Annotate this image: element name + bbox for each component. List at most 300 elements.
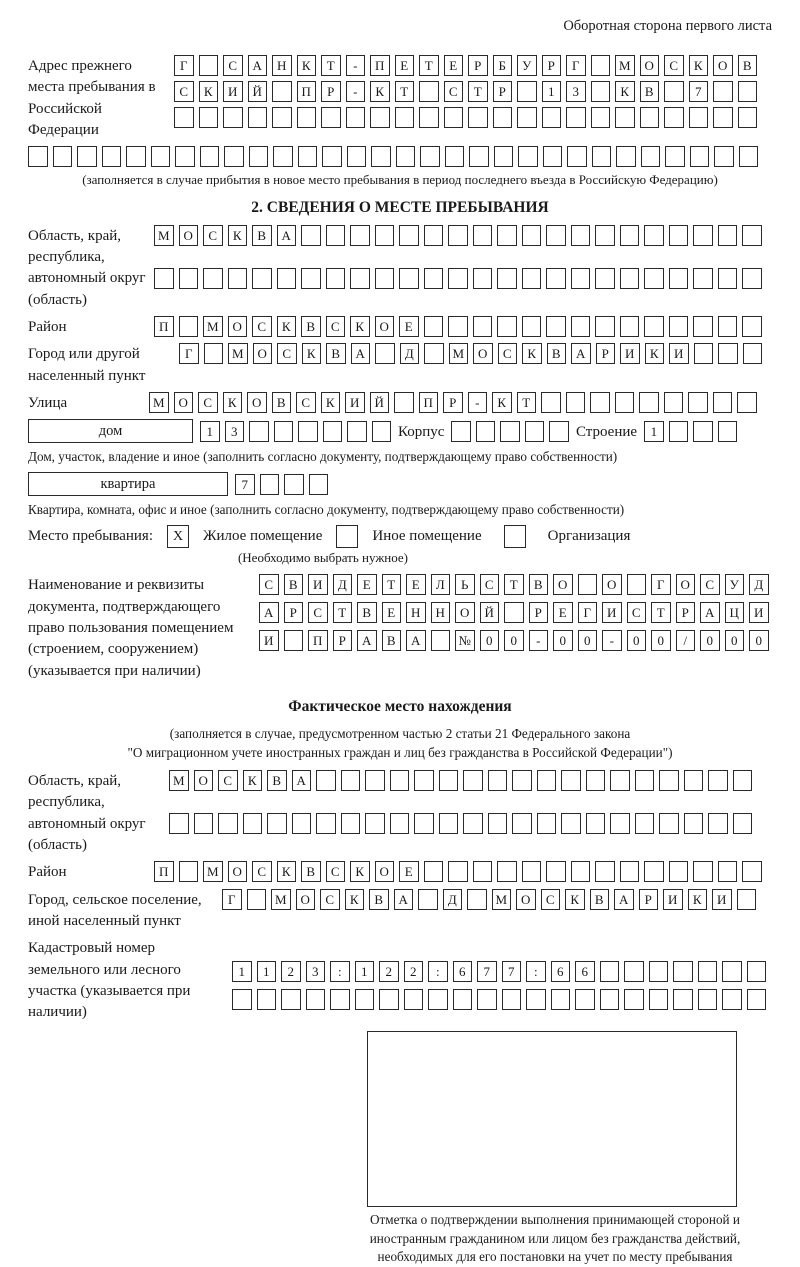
char-cell[interactable]: Н xyxy=(431,602,451,623)
apartment-type-box[interactable]: квартира xyxy=(28,472,228,496)
char-cell[interactable]: К xyxy=(522,343,542,364)
char-cell[interactable] xyxy=(526,989,546,1010)
char-cell[interactable] xyxy=(448,316,468,337)
char-cell[interactable]: Л xyxy=(431,574,451,595)
char-cell[interactable] xyxy=(595,268,615,289)
char-cell[interactable] xyxy=(635,770,655,791)
char-cell[interactable]: В xyxy=(547,343,567,364)
char-cell[interactable]: 2 xyxy=(379,961,399,982)
char-cell[interactable] xyxy=(355,989,375,1010)
char-cell[interactable] xyxy=(301,225,321,246)
char-cell[interactable] xyxy=(522,316,542,337)
char-cell[interactable] xyxy=(341,770,361,791)
char-cell[interactable] xyxy=(102,146,122,167)
char-cell[interactable] xyxy=(620,316,640,337)
char-cell[interactable]: Г xyxy=(566,55,586,76)
char-cell[interactable]: 0 xyxy=(651,630,671,651)
char-cell[interactable]: В xyxy=(301,861,321,882)
char-cell[interactable] xyxy=(688,392,708,413)
char-cell[interactable]: А xyxy=(248,55,268,76)
char-cell[interactable] xyxy=(591,55,611,76)
char-cell[interactable]: К xyxy=(199,81,219,102)
char-cell[interactable]: 0 xyxy=(749,630,769,651)
char-cell[interactable] xyxy=(522,861,542,882)
char-cell[interactable] xyxy=(414,813,434,834)
char-cell[interactable] xyxy=(247,889,267,910)
char-cell[interactable]: К xyxy=(645,343,665,364)
char-cell[interactable]: 0 xyxy=(504,630,524,651)
char-cell[interactable] xyxy=(322,146,342,167)
char-cell[interactable]: Р xyxy=(321,81,341,102)
char-cell[interactable] xyxy=(640,107,660,128)
char-cell[interactable]: Р xyxy=(529,602,549,623)
char-cell[interactable] xyxy=(306,989,326,1010)
char-cell[interactable]: К xyxy=(350,316,370,337)
char-cell[interactable] xyxy=(624,989,644,1010)
char-cell[interactable] xyxy=(365,770,385,791)
char-cell[interactable]: О xyxy=(375,861,395,882)
char-cell[interactable] xyxy=(396,146,416,167)
char-cell[interactable]: № xyxy=(455,630,475,651)
char-cell[interactable] xyxy=(448,861,468,882)
cadastral-row-1[interactable] xyxy=(232,961,766,982)
char-cell[interactable]: Р xyxy=(493,81,513,102)
char-cell[interactable]: А xyxy=(292,770,312,791)
char-cell[interactable] xyxy=(469,146,489,167)
char-cell[interactable]: 1 xyxy=(200,421,220,442)
char-cell[interactable] xyxy=(566,107,586,128)
char-cell[interactable]: И xyxy=(663,889,683,910)
char-cell[interactable] xyxy=(591,107,611,128)
char-cell[interactable] xyxy=(615,107,635,128)
document-row-1[interactable] xyxy=(259,574,769,595)
char-cell[interactable] xyxy=(595,225,615,246)
char-cell[interactable]: Й xyxy=(248,81,268,102)
char-cell[interactable] xyxy=(571,225,591,246)
fact-city-row[interactable] xyxy=(222,889,756,910)
char-cell[interactable]: М xyxy=(203,861,223,882)
char-cell[interactable] xyxy=(494,146,514,167)
char-cell[interactable] xyxy=(664,81,684,102)
char-cell[interactable]: М xyxy=(149,392,169,413)
char-cell[interactable] xyxy=(497,316,517,337)
char-cell[interactable] xyxy=(620,268,640,289)
char-cell[interactable]: О xyxy=(516,889,536,910)
char-cell[interactable] xyxy=(546,225,566,246)
char-cell[interactable] xyxy=(379,989,399,1010)
char-cell[interactable] xyxy=(659,813,679,834)
char-cell[interactable] xyxy=(586,770,606,791)
char-cell[interactable] xyxy=(590,392,610,413)
char-cell[interactable] xyxy=(316,813,336,834)
char-cell[interactable]: С xyxy=(252,861,272,882)
char-cell[interactable] xyxy=(738,81,758,102)
char-cell[interactable] xyxy=(693,421,713,442)
char-cell[interactable] xyxy=(497,268,517,289)
char-cell[interactable]: В xyxy=(590,889,610,910)
cadastral-row-2[interactable] xyxy=(232,989,766,1010)
char-cell[interactable] xyxy=(488,813,508,834)
checkbox-zhiloe[interactable]: X xyxy=(167,525,189,548)
char-cell[interactable]: С xyxy=(308,602,328,623)
char-cell[interactable] xyxy=(448,225,468,246)
char-cell[interactable] xyxy=(522,268,542,289)
char-cell[interactable]: Е xyxy=(444,55,464,76)
char-cell[interactable] xyxy=(175,146,195,167)
char-cell[interactable] xyxy=(390,770,410,791)
char-cell[interactable]: О xyxy=(473,343,493,364)
char-cell[interactable] xyxy=(477,989,497,1010)
char-cell[interactable] xyxy=(571,861,591,882)
char-cell[interactable]: О xyxy=(553,574,573,595)
char-cell[interactable] xyxy=(586,813,606,834)
char-cell[interactable] xyxy=(199,55,219,76)
char-cell[interactable]: К xyxy=(277,861,297,882)
char-cell[interactable] xyxy=(394,392,414,413)
raion-row[interactable] xyxy=(154,316,762,337)
char-cell[interactable]: В xyxy=(301,316,321,337)
char-cell[interactable]: - xyxy=(468,392,488,413)
char-cell[interactable] xyxy=(424,268,444,289)
char-cell[interactable] xyxy=(404,989,424,1010)
char-cell[interactable] xyxy=(179,316,199,337)
char-cell[interactable]: В xyxy=(272,392,292,413)
char-cell[interactable] xyxy=(28,146,48,167)
char-cell[interactable] xyxy=(708,813,728,834)
char-cell[interactable] xyxy=(517,81,537,102)
char-cell[interactable]: 3 xyxy=(225,421,245,442)
fact-raion-row[interactable] xyxy=(154,861,762,882)
char-cell[interactable]: О xyxy=(247,392,267,413)
char-cell[interactable] xyxy=(347,146,367,167)
char-cell[interactable] xyxy=(665,146,685,167)
char-cell[interactable] xyxy=(151,146,171,167)
char-cell[interactable] xyxy=(424,225,444,246)
char-cell[interactable] xyxy=(718,268,738,289)
char-cell[interactable]: 7 xyxy=(477,961,497,982)
char-cell[interactable]: Г xyxy=(174,55,194,76)
char-cell[interactable] xyxy=(365,813,385,834)
char-cell[interactable]: С xyxy=(326,316,346,337)
char-cell[interactable] xyxy=(419,107,439,128)
char-cell[interactable] xyxy=(292,813,312,834)
char-cell[interactable]: М xyxy=(203,316,223,337)
char-cell[interactable] xyxy=(281,989,301,1010)
char-cell[interactable] xyxy=(669,268,689,289)
char-cell[interactable] xyxy=(537,770,557,791)
char-cell[interactable] xyxy=(218,813,238,834)
char-cell[interactable]: К xyxy=(492,392,512,413)
document-row-2[interactable] xyxy=(259,602,769,623)
char-cell[interactable] xyxy=(693,225,713,246)
char-cell[interactable] xyxy=(154,268,174,289)
char-cell[interactable]: Т xyxy=(333,602,353,623)
char-cell[interactable] xyxy=(243,813,263,834)
char-cell[interactable]: А xyxy=(357,630,377,651)
char-cell[interactable] xyxy=(473,316,493,337)
char-cell[interactable]: И xyxy=(308,574,328,595)
char-cell[interactable]: М xyxy=(169,770,189,791)
char-cell[interactable]: Т xyxy=(504,574,524,595)
char-cell[interactable] xyxy=(747,961,767,982)
char-cell[interactable]: С xyxy=(198,392,218,413)
char-cell[interactable] xyxy=(517,107,537,128)
char-cell[interactable]: О xyxy=(375,316,395,337)
char-cell[interactable] xyxy=(733,813,753,834)
char-cell[interactable]: - xyxy=(529,630,549,651)
char-cell[interactable] xyxy=(497,861,517,882)
char-cell[interactable]: А xyxy=(571,343,591,364)
char-cell[interactable] xyxy=(375,268,395,289)
char-cell[interactable] xyxy=(644,316,664,337)
char-cell[interactable]: С xyxy=(252,316,272,337)
char-cell[interactable]: 1 xyxy=(542,81,562,102)
char-cell[interactable] xyxy=(228,268,248,289)
oblast-row-2[interactable] xyxy=(154,268,762,289)
char-cell[interactable]: Т xyxy=(395,81,415,102)
char-cell[interactable]: Т xyxy=(468,81,488,102)
char-cell[interactable]: Е xyxy=(406,574,426,595)
char-cell[interactable]: М xyxy=(449,343,469,364)
char-cell[interactable]: Р xyxy=(468,55,488,76)
char-cell[interactable]: И xyxy=(712,889,732,910)
char-cell[interactable]: К xyxy=(243,770,263,791)
char-cell[interactable]: О xyxy=(676,574,696,595)
char-cell[interactable] xyxy=(445,146,465,167)
char-cell[interactable]: 0 xyxy=(480,630,500,651)
char-cell[interactable] xyxy=(722,961,742,982)
char-cell[interactable]: Е xyxy=(399,316,419,337)
char-cell[interactable]: Е xyxy=(382,602,402,623)
char-cell[interactable] xyxy=(476,421,496,442)
char-cell[interactable] xyxy=(301,268,321,289)
oblast-row-1[interactable] xyxy=(154,225,762,246)
char-cell[interactable] xyxy=(473,225,493,246)
char-cell[interactable] xyxy=(733,770,753,791)
char-cell[interactable] xyxy=(418,889,438,910)
prev-address-row-4[interactable] xyxy=(28,146,772,167)
char-cell[interactable]: В xyxy=(738,55,758,76)
char-cell[interactable]: И xyxy=(259,630,279,651)
house-number-cells[interactable] xyxy=(200,421,391,442)
char-cell[interactable] xyxy=(504,602,524,623)
char-cell[interactable]: М xyxy=(228,343,248,364)
char-cell[interactable]: А xyxy=(406,630,426,651)
char-cell[interactable] xyxy=(742,861,762,882)
char-cell[interactable]: Р xyxy=(443,392,463,413)
street-row[interactable] xyxy=(149,392,757,413)
char-cell[interactable] xyxy=(431,630,451,651)
char-cell[interactable]: 0 xyxy=(553,630,573,651)
char-cell[interactable]: 7 xyxy=(235,474,255,495)
char-cell[interactable] xyxy=(232,989,252,1010)
char-cell[interactable]: С xyxy=(320,889,340,910)
char-cell[interactable]: : xyxy=(526,961,546,982)
char-cell[interactable] xyxy=(53,146,73,167)
char-cell[interactable] xyxy=(463,813,483,834)
char-cell[interactable]: Т xyxy=(321,55,341,76)
char-cell[interactable]: 6 xyxy=(453,961,473,982)
char-cell[interactable]: / xyxy=(676,630,696,651)
char-cell[interactable] xyxy=(371,146,391,167)
char-cell[interactable]: 0 xyxy=(700,630,720,651)
char-cell[interactable]: 1 xyxy=(355,961,375,982)
char-cell[interactable]: В xyxy=(252,225,272,246)
char-cell[interactable] xyxy=(321,107,341,128)
char-cell[interactable] xyxy=(274,421,294,442)
char-cell[interactable] xyxy=(326,268,346,289)
char-cell[interactable]: Е xyxy=(399,861,419,882)
char-cell[interactable]: К xyxy=(615,81,635,102)
char-cell[interactable] xyxy=(664,392,684,413)
char-cell[interactable] xyxy=(713,107,733,128)
char-cell[interactable]: К xyxy=(302,343,322,364)
char-cell[interactable] xyxy=(512,770,532,791)
char-cell[interactable]: Ц xyxy=(725,602,745,623)
char-cell[interactable]: С xyxy=(259,574,279,595)
char-cell[interactable]: С xyxy=(218,770,238,791)
char-cell[interactable]: Т xyxy=(382,574,402,595)
char-cell[interactable]: А xyxy=(259,602,279,623)
city-row[interactable] xyxy=(179,343,762,364)
char-cell[interactable]: С xyxy=(203,225,223,246)
char-cell[interactable]: А xyxy=(351,343,371,364)
char-cell[interactable] xyxy=(463,770,483,791)
char-cell[interactable]: В xyxy=(357,602,377,623)
char-cell[interactable]: 3 xyxy=(306,961,326,982)
char-cell[interactable] xyxy=(708,770,728,791)
char-cell[interactable] xyxy=(451,421,471,442)
char-cell[interactable] xyxy=(420,146,440,167)
char-cell[interactable]: Р xyxy=(284,602,304,623)
char-cell[interactable] xyxy=(610,770,630,791)
char-cell[interactable] xyxy=(204,343,224,364)
char-cell[interactable]: А xyxy=(700,602,720,623)
char-cell[interactable]: П xyxy=(308,630,328,651)
char-cell[interactable] xyxy=(718,225,738,246)
char-cell[interactable] xyxy=(673,961,693,982)
char-cell[interactable] xyxy=(395,107,415,128)
char-cell[interactable] xyxy=(694,343,714,364)
char-cell[interactable] xyxy=(669,316,689,337)
char-cell[interactable]: О xyxy=(640,55,660,76)
char-cell[interactable] xyxy=(169,813,189,834)
char-cell[interactable] xyxy=(467,889,487,910)
char-cell[interactable]: С xyxy=(277,343,297,364)
char-cell[interactable]: М xyxy=(154,225,174,246)
char-cell[interactable] xyxy=(316,770,336,791)
korpus-cells[interactable] xyxy=(451,421,569,442)
char-cell[interactable] xyxy=(698,989,718,1010)
char-cell[interactable]: О xyxy=(602,574,622,595)
char-cell[interactable] xyxy=(566,392,586,413)
char-cell[interactable]: О xyxy=(228,316,248,337)
char-cell[interactable] xyxy=(297,107,317,128)
char-cell[interactable] xyxy=(347,421,367,442)
char-cell[interactable]: К xyxy=(223,392,243,413)
char-cell[interactable] xyxy=(350,225,370,246)
char-cell[interactable]: Р xyxy=(676,602,696,623)
char-cell[interactable] xyxy=(424,343,444,364)
char-cell[interactable] xyxy=(747,989,767,1010)
fact-oblast-row-2[interactable] xyxy=(169,813,752,834)
char-cell[interactable]: 1 xyxy=(232,961,252,982)
char-cell[interactable] xyxy=(126,146,146,167)
char-cell[interactable]: С xyxy=(326,861,346,882)
char-cell[interactable]: Н xyxy=(272,55,292,76)
char-cell[interactable]: К xyxy=(228,225,248,246)
char-cell[interactable] xyxy=(543,146,563,167)
document-row-3[interactable] xyxy=(259,630,769,651)
char-cell[interactable]: О xyxy=(455,602,475,623)
char-cell[interactable]: О xyxy=(713,55,733,76)
char-cell[interactable] xyxy=(718,421,738,442)
char-cell[interactable] xyxy=(669,861,689,882)
char-cell[interactable] xyxy=(571,316,591,337)
char-cell[interactable] xyxy=(390,813,410,834)
char-cell[interactable]: Й xyxy=(480,602,500,623)
char-cell[interactable]: М xyxy=(615,55,635,76)
char-cell[interactable]: В xyxy=(382,630,402,651)
char-cell[interactable] xyxy=(439,813,459,834)
char-cell[interactable] xyxy=(571,268,591,289)
char-cell[interactable]: П xyxy=(297,81,317,102)
prev-address-row-3[interactable] xyxy=(174,107,757,128)
char-cell[interactable] xyxy=(600,989,620,1010)
char-cell[interactable] xyxy=(615,392,635,413)
char-cell[interactable] xyxy=(649,961,669,982)
char-cell[interactable]: Е xyxy=(553,602,573,623)
char-cell[interactable]: К xyxy=(277,316,297,337)
char-cell[interactable]: В xyxy=(267,770,287,791)
char-cell[interactable] xyxy=(551,989,571,1010)
char-cell[interactable]: Г xyxy=(651,574,671,595)
char-cell[interactable] xyxy=(659,770,679,791)
char-cell[interactable] xyxy=(272,81,292,102)
char-cell[interactable] xyxy=(194,813,214,834)
char-cell[interactable] xyxy=(372,421,392,442)
char-cell[interactable] xyxy=(298,421,318,442)
char-cell[interactable] xyxy=(718,343,738,364)
char-cell[interactable]: И xyxy=(620,343,640,364)
char-cell[interactable]: 6 xyxy=(575,961,595,982)
char-cell[interactable] xyxy=(616,146,636,167)
char-cell[interactable] xyxy=(448,268,468,289)
char-cell[interactable]: В xyxy=(284,574,304,595)
char-cell[interactable]: О xyxy=(228,861,248,882)
char-cell[interactable] xyxy=(249,421,269,442)
char-cell[interactable] xyxy=(673,989,693,1010)
char-cell[interactable] xyxy=(370,107,390,128)
char-cell[interactable] xyxy=(277,268,297,289)
char-cell[interactable] xyxy=(468,107,488,128)
char-cell[interactable]: В xyxy=(369,889,389,910)
char-cell[interactable]: П xyxy=(370,55,390,76)
char-cell[interactable] xyxy=(713,392,733,413)
char-cell[interactable] xyxy=(713,81,733,102)
char-cell[interactable] xyxy=(323,421,343,442)
prev-address-row-2[interactable] xyxy=(174,81,757,102)
char-cell[interactable] xyxy=(561,770,581,791)
char-cell[interactable] xyxy=(669,225,689,246)
char-cell[interactable] xyxy=(224,146,244,167)
char-cell[interactable] xyxy=(575,989,595,1010)
char-cell[interactable] xyxy=(257,989,277,1010)
char-cell[interactable] xyxy=(641,146,661,167)
char-cell[interactable] xyxy=(738,107,758,128)
stroenie-cells[interactable] xyxy=(644,421,737,442)
char-cell[interactable]: С xyxy=(444,81,464,102)
